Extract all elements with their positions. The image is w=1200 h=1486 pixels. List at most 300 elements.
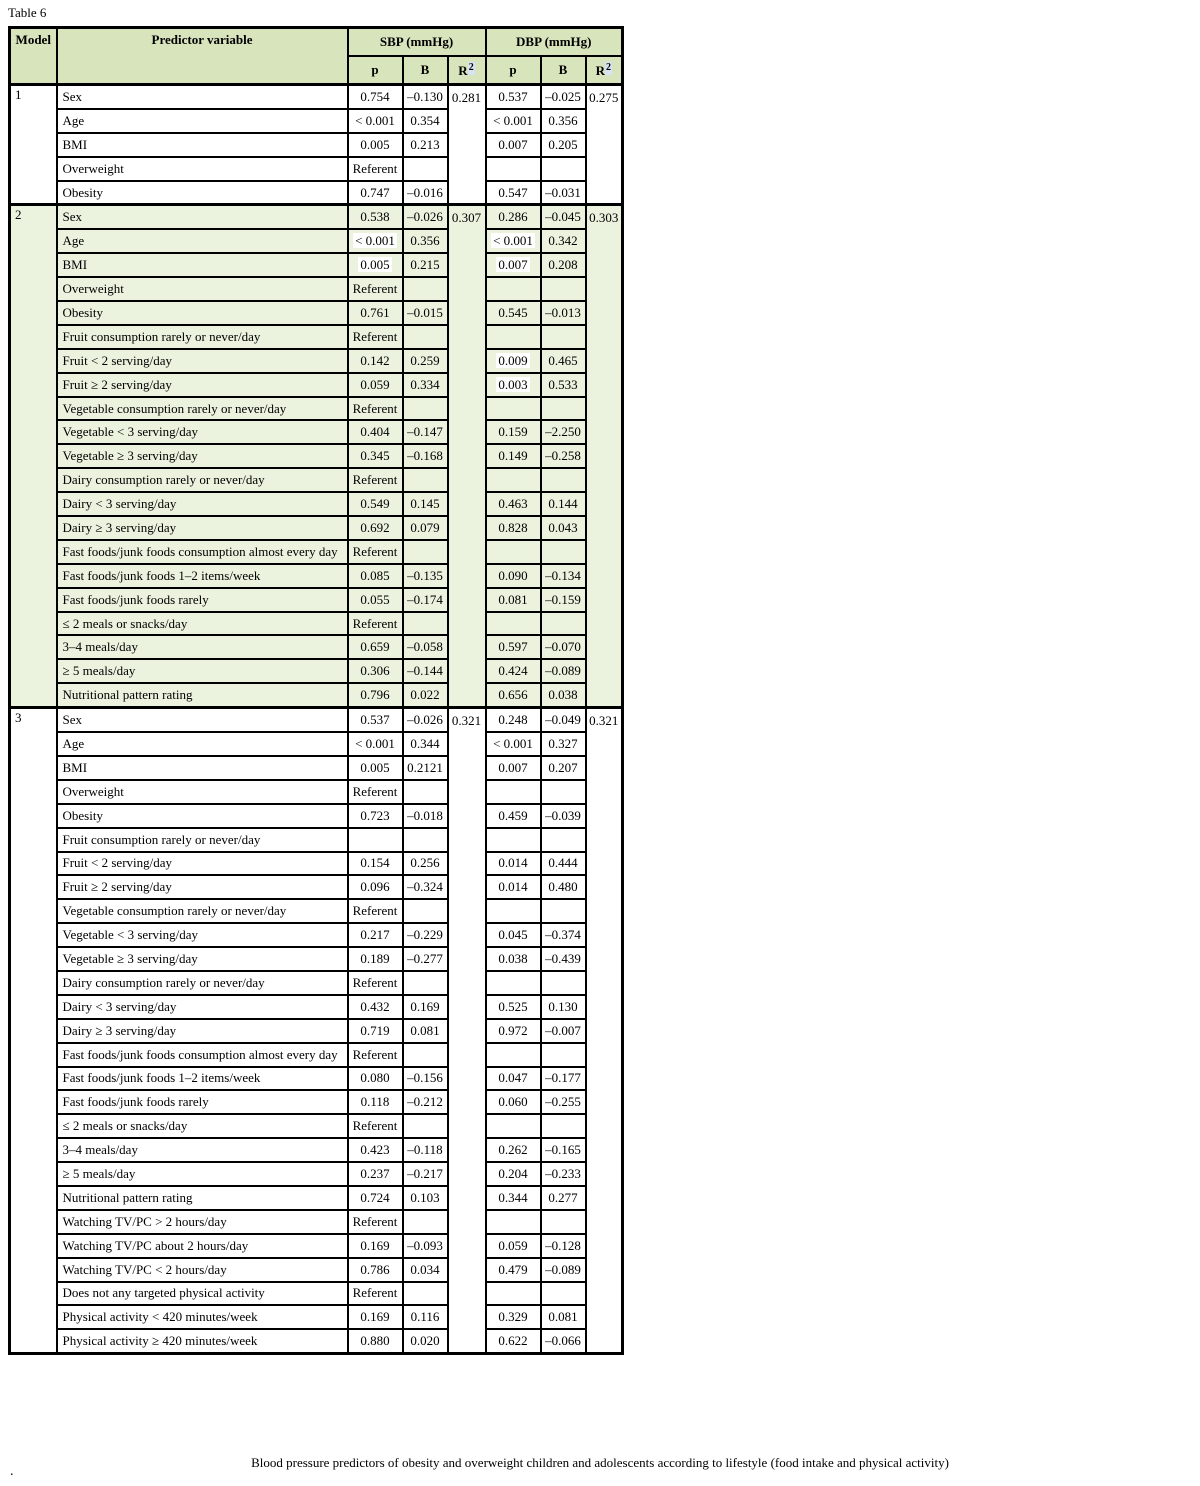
dbp-p-cell [486,468,541,492]
table-row [10,349,623,373]
dbp-b-cell [541,397,586,421]
dbp-b-cell: 0.144 [541,492,586,516]
dbp-b-cell: –0.128 [541,1234,586,1258]
sbp-p-cell: Referent [348,1282,403,1306]
sbp-b-cell: 0.034 [403,1258,448,1282]
sbp-b-cell: –0.174 [403,588,448,612]
predictor-cell: Vegetable ≥ 3 serving/day [57,947,348,971]
sbp-p-cell: 0.549 [348,492,403,516]
sbp-b-cell: 0.081 [403,1019,448,1043]
table-row [10,1234,623,1258]
table-row [10,420,623,444]
dbp-p-cell: 0.537 [486,85,541,109]
sbp-b-cell [403,325,448,349]
predictor-cell: BMI [57,756,348,780]
table-row [10,875,623,899]
dbp-p-cell [486,971,541,995]
dbp-b-cell: –0.049 [541,708,586,732]
sbp-p-cell: 0.055 [348,588,403,612]
predictor-cell: Fruit consumption rarely or never/day [57,325,348,349]
predictor-cell: Physical activity < 420 minutes/week [57,1305,348,1329]
dbp-p-cell: 0.047 [486,1067,541,1091]
table-row [10,1114,623,1138]
dbp-b-cell: –0.025 [541,85,586,109]
dbp-p-cell [486,828,541,852]
dbp-r2-cell: 0.275 [586,85,623,205]
dbp-b-cell: –0.089 [541,659,586,683]
dbp-b-cell: 0.130 [541,995,586,1019]
dbp-b-cell: 0.465 [541,349,586,373]
predictor-cell: Fast foods/junk foods rarely [57,1090,348,1114]
sbp-p-cell: 0.423 [348,1138,403,1162]
sbp-b-cell [403,899,448,923]
predictor-cell: Watching TV/PC < 2 hours/day [57,1258,348,1282]
dbp-p-cell: 0.828 [486,516,541,540]
dbp-b-cell: –0.233 [541,1162,586,1186]
sbp-p-cell: 0.404 [348,420,403,444]
predictor-cell: Age [57,229,348,253]
sbp-p-cell [348,253,403,277]
predictor-cell: Fast foods/junk foods consumption almost every day [57,1043,348,1067]
table-row [10,732,623,756]
footer-dot: . [10,1464,14,1479]
dbp-p-cell: 0.344 [486,1186,541,1210]
sbp-b-cell: 0.259 [403,349,448,373]
table-row [10,683,623,707]
dbp-p-cell: 0.479 [486,1258,541,1282]
r2-superscript-highlight: 2 [468,61,474,73]
dbp-p-cell [486,373,541,397]
sbp-p-cell: 0.796 [348,683,403,707]
sbp-p-cell: 0.217 [348,923,403,947]
sbp-b-cell: –0.018 [403,804,448,828]
sbp-b-cell [403,1282,448,1306]
sbp-p-cell: Referent [348,1114,403,1138]
sbp-b-cell: 0.020 [403,1329,448,1353]
predictor-cell: Dairy ≥ 3 serving/day [57,516,348,540]
highlighted-p-value: 0.009 [498,352,528,368]
dbp-b-cell: –0.159 [541,588,586,612]
table-row [10,947,623,971]
sbp-b-cell: 0.103 [403,1186,448,1210]
table-row [10,1282,623,1306]
dbp-p-cell: 0.038 [486,947,541,971]
sbp-p-cell: 0.005 [348,756,403,780]
predictor-cell: Age [57,732,348,756]
table-row [10,444,623,468]
predictor-cell: Fruit < 2 serving/day [57,852,348,876]
dbp-p-cell [486,1043,541,1067]
dbp-p-cell: < 0.001 [486,732,541,756]
predictor-cell: Sex [57,85,348,109]
predictor-cell: Fast foods/junk foods 1–2 items/week [57,1067,348,1091]
dbp-p-cell [486,612,541,636]
table-row [10,109,623,133]
sbp-p-cell: 0.659 [348,635,403,659]
table-row [10,1305,623,1329]
sbp-b-cell: 0.079 [403,516,448,540]
sbp-b-cell: 0.344 [403,732,448,756]
sbp-p-cell: 0.432 [348,995,403,1019]
table-row [10,971,623,995]
sbp-b-cell: –0.130 [403,85,448,109]
table-row [10,564,623,588]
dbp-p-cell [486,780,541,804]
column-header-model: Model [10,28,57,85]
dbp-p-cell: 0.204 [486,1162,541,1186]
predictor-cell: Fruit ≥ 2 serving/day [57,373,348,397]
sbp-b-cell: –0.212 [403,1090,448,1114]
dbp-b-cell: 0.342 [541,229,586,253]
sbp-p-cell: 0.537 [348,708,403,732]
dbp-b-cell: –2.250 [541,420,586,444]
sbp-p-cell: Referent [348,899,403,923]
dbp-p-cell [486,229,541,253]
sbp-b-cell: 0.354 [403,109,448,133]
predictor-cell: ≥ 5 meals/day [57,1162,348,1186]
table-row [10,1019,623,1043]
table-row [10,205,623,229]
dbp-p-cell: 0.656 [486,683,541,707]
dbp-p-cell: 0.007 [486,133,541,157]
table-header [10,28,623,85]
table-row [10,1090,623,1114]
predictor-cell: Overweight [57,780,348,804]
dbp-b-cell [541,325,586,349]
table-row [10,588,623,612]
sbp-b-cell [403,468,448,492]
predictor-cell: ≥ 5 meals/day [57,659,348,683]
sbp-b-cell: –0.016 [403,181,448,205]
dbp-b-cell: –0.066 [541,1329,586,1353]
sbp-p-cell: < 0.001 [348,109,403,133]
table-row [10,373,623,397]
predictor-cell: Dairy < 3 serving/day [57,492,348,516]
sbp-b-cell: –0.118 [403,1138,448,1162]
sbp-r2-cell: 0.307 [448,205,486,708]
table-row [10,899,623,923]
dbp-p-cell [486,899,541,923]
predictor-cell: BMI [57,253,348,277]
sbp-p-cell: Referent [348,325,403,349]
dbp-b-cell: 0.205 [541,133,586,157]
sbp-p-cell: Referent [348,468,403,492]
dbp-b-cell: 0.444 [541,852,586,876]
table-body [10,85,623,1354]
predictor-cell: Fruit ≥ 2 serving/day [57,875,348,899]
dbp-p-cell: 0.014 [486,852,541,876]
dbp-p-cell [486,1282,541,1306]
sbp-b-cell: –0.156 [403,1067,448,1091]
sbp-b-cell: –0.058 [403,635,448,659]
dbp-p-cell: < 0.001 [486,109,541,133]
dbp-b-cell [541,780,586,804]
predictor-cell: Vegetable < 3 serving/day [57,923,348,947]
dbp-p-cell: 0.045 [486,923,541,947]
sbp-b-cell: 0.2121 [403,756,448,780]
dbp-p-cell: 0.081 [486,588,541,612]
highlighted-p-value: 0.005 [360,257,390,273]
dbp-b-cell: –0.258 [541,444,586,468]
sbp-p-cell: Referent [348,1043,403,1067]
sbp-b-cell: 0.116 [403,1305,448,1329]
predictor-cell: Age [57,109,348,133]
dbp-b-cell [541,540,586,564]
table-row [10,708,623,732]
dbp-b-cell: 0.038 [541,683,586,707]
dbp-p-cell: 0.262 [486,1138,541,1162]
sbp-p-cell: 0.005 [348,133,403,157]
sbp-p-cell: 0.080 [348,1067,403,1091]
dbp-b-cell: 0.207 [541,756,586,780]
dbp-p-cell: 0.090 [486,564,541,588]
sbp-b-cell: 0.213 [403,133,448,157]
column-header-predictor: Predictor variable [57,28,348,85]
dbp-p-cell: 0.059 [486,1234,541,1258]
sbp-p-cell: 0.692 [348,516,403,540]
table-row [10,301,623,325]
dbp-b-cell [541,1210,586,1234]
predictor-cell: Watching TV/PC > 2 hours/day [57,1210,348,1234]
dbp-b-cell [541,157,586,181]
predictor-cell: Vegetable < 3 serving/day [57,420,348,444]
dbp-b-cell: 0.208 [541,253,586,277]
sbp-p-cell: 0.154 [348,852,403,876]
dbp-b-cell: 0.043 [541,516,586,540]
column-header-sbp-b: B [403,56,448,85]
predictor-cell: Vegetable consumption rarely or never/day [57,397,348,421]
column-group-dbp: DBP (mmHg) [486,28,623,57]
dbp-b-cell: 0.081 [541,1305,586,1329]
dbp-p-cell: 0.248 [486,708,541,732]
sbp-b-cell: –0.147 [403,420,448,444]
sbp-p-cell: 0.189 [348,947,403,971]
table-row [10,468,623,492]
table-row [10,1067,623,1091]
dbp-b-cell: 0.327 [541,732,586,756]
table-row [10,852,623,876]
dbp-b-cell [541,612,586,636]
dbp-p-cell: 0.149 [486,444,541,468]
dbp-p-cell [486,397,541,421]
sbp-b-cell: –0.324 [403,875,448,899]
dbp-p-cell: 0.459 [486,804,541,828]
dbp-p-cell: 0.424 [486,659,541,683]
dbp-p-cell: 0.159 [486,420,541,444]
predictor-cell: Overweight [57,277,348,301]
table-row [10,133,623,157]
predictor-cell: Sex [57,708,348,732]
table-row [10,229,623,253]
sbp-p-cell: 0.169 [348,1234,403,1258]
table-row [10,995,623,1019]
sbp-p-cell: 0.169 [348,1305,403,1329]
predictor-cell: Fast foods/junk foods rarely [57,588,348,612]
predictor-cell: Obesity [57,181,348,205]
sbp-p-cell: Referent [348,540,403,564]
sbp-p-cell: 0.880 [348,1329,403,1353]
predictor-cell: Dairy consumption rarely or never/day [57,971,348,995]
dbp-b-cell: –0.039 [541,804,586,828]
table-row [10,492,623,516]
predictor-cell: Vegetable ≥ 3 serving/day [57,444,348,468]
sbp-b-cell: –0.093 [403,1234,448,1258]
sbp-b-cell: 0.215 [403,253,448,277]
column-header-sbp-r2: $R^2$ [448,56,486,85]
predictor-cell: Dairy consumption rarely or never/day [57,468,348,492]
dbp-b-cell: –0.070 [541,635,586,659]
predictor-cell: Sex [57,205,348,229]
table-row [10,397,623,421]
table-row [10,1329,623,1353]
table-row [10,157,623,181]
dbp-b-cell: –0.439 [541,947,586,971]
dbp-b-cell: –0.374 [541,923,586,947]
model-number-cell: 1 [10,85,57,205]
table-row [10,1186,623,1210]
predictor-cell: ≤ 2 meals or snacks/day [57,1114,348,1138]
dbp-b-cell: 0.356 [541,109,586,133]
highlighted-p-value: < 0.001 [355,233,395,249]
dbp-b-cell [541,1114,586,1138]
sbp-b-cell: –0.026 [403,205,448,229]
sbp-p-cell [348,828,403,852]
sbp-r2-cell: 0.281 [448,85,486,205]
dbp-p-cell [486,157,541,181]
results-table [8,26,624,1355]
sbp-b-cell: 0.256 [403,852,448,876]
highlighted-p-value: < 0.001 [493,233,533,249]
dbp-r2-cell: 0.321 [586,708,623,1354]
dbp-b-cell [541,468,586,492]
table-row [10,1043,623,1067]
dbp-b-cell: –0.177 [541,1067,586,1091]
dbp-b-cell: –0.007 [541,1019,586,1043]
sbp-b-cell: 0.022 [403,683,448,707]
predictor-cell: Nutritional pattern rating [57,1186,348,1210]
sbp-b-cell [403,277,448,301]
sbp-p-cell: Referent [348,397,403,421]
dbp-p-cell [486,1210,541,1234]
predictor-cell: Overweight [57,157,348,181]
dbp-r2-cell: 0.303 [586,205,623,708]
sbp-b-cell [403,1043,448,1067]
predictor-cell: Fast foods/junk foods 1–2 items/week [57,564,348,588]
sbp-b-cell: 0.334 [403,373,448,397]
sbp-p-cell: 0.345 [348,444,403,468]
sbp-b-cell [403,971,448,995]
sbp-b-cell [403,157,448,181]
dbp-b-cell [541,828,586,852]
column-header-sbp-p: p [348,56,403,85]
sbp-p-cell: 0.761 [348,301,403,325]
predictor-cell: Vegetable consumption rarely or never/day [57,899,348,923]
sbp-p-cell: Referent [348,157,403,181]
dbp-b-cell: 0.533 [541,373,586,397]
sbp-p-cell [348,229,403,253]
dbp-p-cell: 0.014 [486,875,541,899]
sbp-b-cell: –0.229 [403,923,448,947]
sbp-p-cell: 0.786 [348,1258,403,1282]
sbp-b-cell: –0.026 [403,708,448,732]
sbp-b-cell: 0.356 [403,229,448,253]
column-group-sbp: SBP (mmHg) [348,28,486,57]
r2-superscript-highlight: 2 [605,61,611,73]
predictor-cell: Dairy ≥ 3 serving/day [57,1019,348,1043]
sbp-p-cell: 0.237 [348,1162,403,1186]
dbp-p-cell: 0.007 [486,756,541,780]
sbp-p-cell: 0.723 [348,804,403,828]
dbp-b-cell [541,1282,586,1306]
model-number-cell: 2 [10,205,57,708]
sbp-p-cell: Referent [348,1210,403,1234]
dbp-p-cell: 0.547 [486,181,541,205]
sbp-p-cell: < 0.001 [348,732,403,756]
sbp-p-cell: Referent [348,277,403,301]
sbp-b-cell [403,828,448,852]
predictor-cell: BMI [57,133,348,157]
dbp-b-cell: –0.089 [541,1258,586,1282]
table-row [10,635,623,659]
dbp-b-cell [541,899,586,923]
table-row [10,612,623,636]
dbp-b-cell: –0.045 [541,205,586,229]
predictor-cell: 3–4 meals/day [57,1138,348,1162]
sbp-b-cell [403,780,448,804]
sbp-b-cell: –0.168 [403,444,448,468]
predictor-cell: Nutritional pattern rating [57,683,348,707]
dbp-b-cell [541,277,586,301]
predictor-cell: Fruit < 2 serving/day [57,349,348,373]
sbp-p-cell: 0.747 [348,181,403,205]
table-row [10,516,623,540]
sbp-p-cell: 0.142 [348,349,403,373]
predictor-cell: Physical activity ≥ 420 minutes/week [57,1329,348,1353]
table-row [10,277,623,301]
table-row [10,1162,623,1186]
predictor-cell: Obesity [57,301,348,325]
column-header-dbp-r2: $R^2$ [586,56,623,85]
highlighted-p-value: 0.003 [498,376,528,392]
dbp-b-cell: 0.277 [541,1186,586,1210]
dbp-p-cell: 0.286 [486,205,541,229]
table-row [10,253,623,277]
dbp-p-cell [486,349,541,373]
predictor-cell: 3–4 meals/day [57,635,348,659]
sbp-r2-cell: 0.321 [448,708,486,1354]
table-row [10,540,623,564]
sbp-b-cell [403,1114,448,1138]
table-row [10,1210,623,1234]
sbp-p-cell: 0.096 [348,875,403,899]
dbp-p-cell [486,253,541,277]
table-row [10,804,623,828]
table-row [10,923,623,947]
dbp-p-cell: 0.525 [486,995,541,1019]
model-number-cell: 3 [10,708,57,1354]
table-row [10,1258,623,1282]
dbp-p-cell: 0.463 [486,492,541,516]
highlighted-p-value: 0.007 [498,257,528,273]
dbp-p-cell: 0.545 [486,301,541,325]
table-row [10,181,623,205]
dbp-b-cell: –0.031 [541,181,586,205]
sbp-b-cell: –0.277 [403,947,448,971]
table-row [10,828,623,852]
predictor-cell: Fruit consumption rarely or never/day [57,828,348,852]
sbp-b-cell: –0.144 [403,659,448,683]
dbp-b-cell [541,1043,586,1067]
